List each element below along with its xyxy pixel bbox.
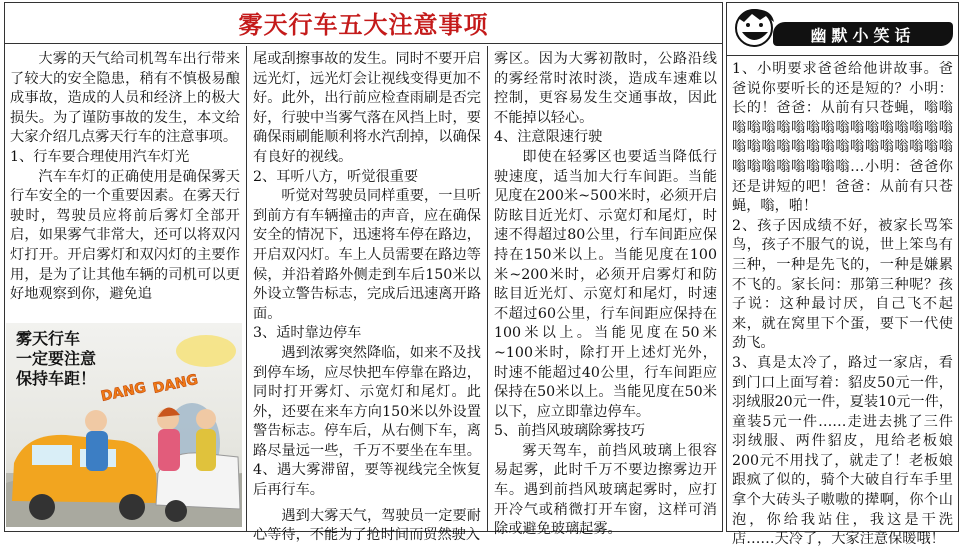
joke-header <box>726 2 959 56</box>
section-heading-5: 5、前挡风玻璃除雾技巧 <box>494 423 645 440</box>
article-column-2 <box>246 46 487 544</box>
fog-driving-illustration <box>6 323 242 527</box>
joke-column <box>726 58 959 548</box>
section-4-continued: 雾区。因为大雾初散时，公路沿线的雾经常时浓时淡，造成车速难以控制，更容易发生交通事故，因此不能掉以轻心。 <box>494 51 717 126</box>
title-bar <box>4 2 723 44</box>
section-heading-1: 1、行车要合理使用汽车灯光 <box>10 148 190 165</box>
joke-2: 2、孩子因成绩不好，被家长骂笨鸟，孩子不服气的说，世上笨鸟有三种，一种是先飞的，一种是嫌累不飞的。家长问：那第三种呢？孩子说：这种最讨厌，自己飞不起来，就在窝里下个蛋，要下一代使劲飞。 <box>732 217 953 352</box>
section-2-paragraph: 听觉对驾驶员同样重要，一旦听到前方有车辆撞击的声音，应在确保安全的情况下，迅速将车停在路边，开启双闪灯。车上人员需要在路边等候，并沿着路外侧走到车后150米以外设立警告标志，完成后迅速离开路面。 <box>253 188 481 322</box>
section-3-paragraph: 遇到浓雾突然降临，如来不及找到停车场，应尽快把车停靠在路边，同时打开雾灯、示宽灯和尾灯。此外，还要在来车方向150米以外设置警告标志。停车后，从右侧下车，离路尽量远一些，千万不要坐在车里。4、遇大雾滞留，要等视线完全恢复后再行车。 <box>253 344 481 499</box>
joke-banner: 幽默小笑话 <box>773 22 953 46</box>
article-title: 雾天行车五大注意事项 <box>238 11 489 39</box>
joke-3: 3、真是太冷了，路过一家店，看到门口上面写着：貂皮50元一件，羽绒服20元一件，夏装10元一件，童装5元一件……走进去挑了三件羽绒服、两件貂皮，甩给老板娘200元不用找了，就走了！老板娘跟疯了似的，骑个大破自行车手里拿个大砖头子嗷嗷的撵啊，你个山泡，你给我站住，我这是干洗店……天冷了，大家注意保暖哦！ <box>732 354 953 548</box>
section-heading-4: 4、注意限速行驶 <box>494 129 603 146</box>
section-heading-3: 3、适时靠边停车 <box>253 325 362 342</box>
sound-effect-text-2: DANG <box>151 371 200 397</box>
joke-1: 1、小明要求爸爸给他讲故事。爸爸说你要听长的还是短的？小明：长的！爸爸：从前有只苍蝇，嗡嗡嗡嗡嗡嗡嗡嗡嗡嗡嗡嗡嗡嗡嗡嗡嗡嗡嗡嗡嗡嗡嗡嗡嗡嗡嗡嗡嗡嗡嗡嗡嗡嗡嗡嗡嗡嗡嗡嗡…小明：爸爸你还是讲短的吧！爸爸：从前有只苍蝇，嗡，啪！ <box>732 61 953 215</box>
section-4-paragraph: 遇到大雾天气，驾驶员一定要耐心等待，不能为了抢时间而贸然驶入 <box>253 507 481 544</box>
section-1-continued: 尾或刮擦事故的发生。同时不要开启远光灯，远光灯会让视线变得更加不好。此外，出行前应检查雨刷是否完好，行驶中当雾气落在风挡上时，要确保雨刷能顺利将水汽刮掉，以确保有良好的视线。 <box>253 51 481 165</box>
illustration-caption: 雾天行车 一定要注意 保持车距！ <box>16 329 97 388</box>
article-column-3 <box>487 46 723 538</box>
car-crash-cartoon <box>6 323 242 527</box>
section-1-paragraph: 汽车车灯的正确使用是确保雾天行车安全的一个重要因素。在雾天行驶时，驾驶员应将前后雾灯全部开启，如果雾气非常大，还可以将双闪灯打开。开启雾灯和双闪灯的主要作用，是为了让其他车辆的司机可以更好地观察到你，避免追 <box>10 168 240 303</box>
section-heading-2: 2、耳听八方，听觉很重要 <box>253 168 419 185</box>
intro-paragraph: 大雾的天气给司机驾车出行带来了较大的安全隐患，稍有不慎极易酿成事故，造成的人员和经济上的极大损失。为了谨防事故的发生，本文给大家介绍几点雾天行车的注意事项。 <box>10 51 240 146</box>
sound-effect-text-1: DANG <box>99 379 148 405</box>
defog-paragraph: 雾天驾车，前挡风玻璃上很容易起雾，此时千万不要边擦雾边开车。遇到前挡风玻璃起雾时，应打开冷气或稍微打开车窗，这样可消除或避免玻璃起雾。 <box>494 442 717 538</box>
speed-limit-paragraph: 即使在轻雾区也要适当降低行驶速度，适当加大行车间距。当能见度在200米~500米时，必须开启防眩目近光灯、示宽灯和尾灯，时速不得超过80公里，行车间距应保持在150米以上。当能见度在100米~200米时，必须开启雾灯和防眩目近光灯、示宽灯和尾灯，时速不超过60公里，行车间距应保持在100米以上。当能见度在50米~100米时，除打开上述灯光外，时速不能超过40公里，行车间距应保持在50米以上。当能见度在50米以下，应立即靠边停车。 <box>494 148 717 420</box>
